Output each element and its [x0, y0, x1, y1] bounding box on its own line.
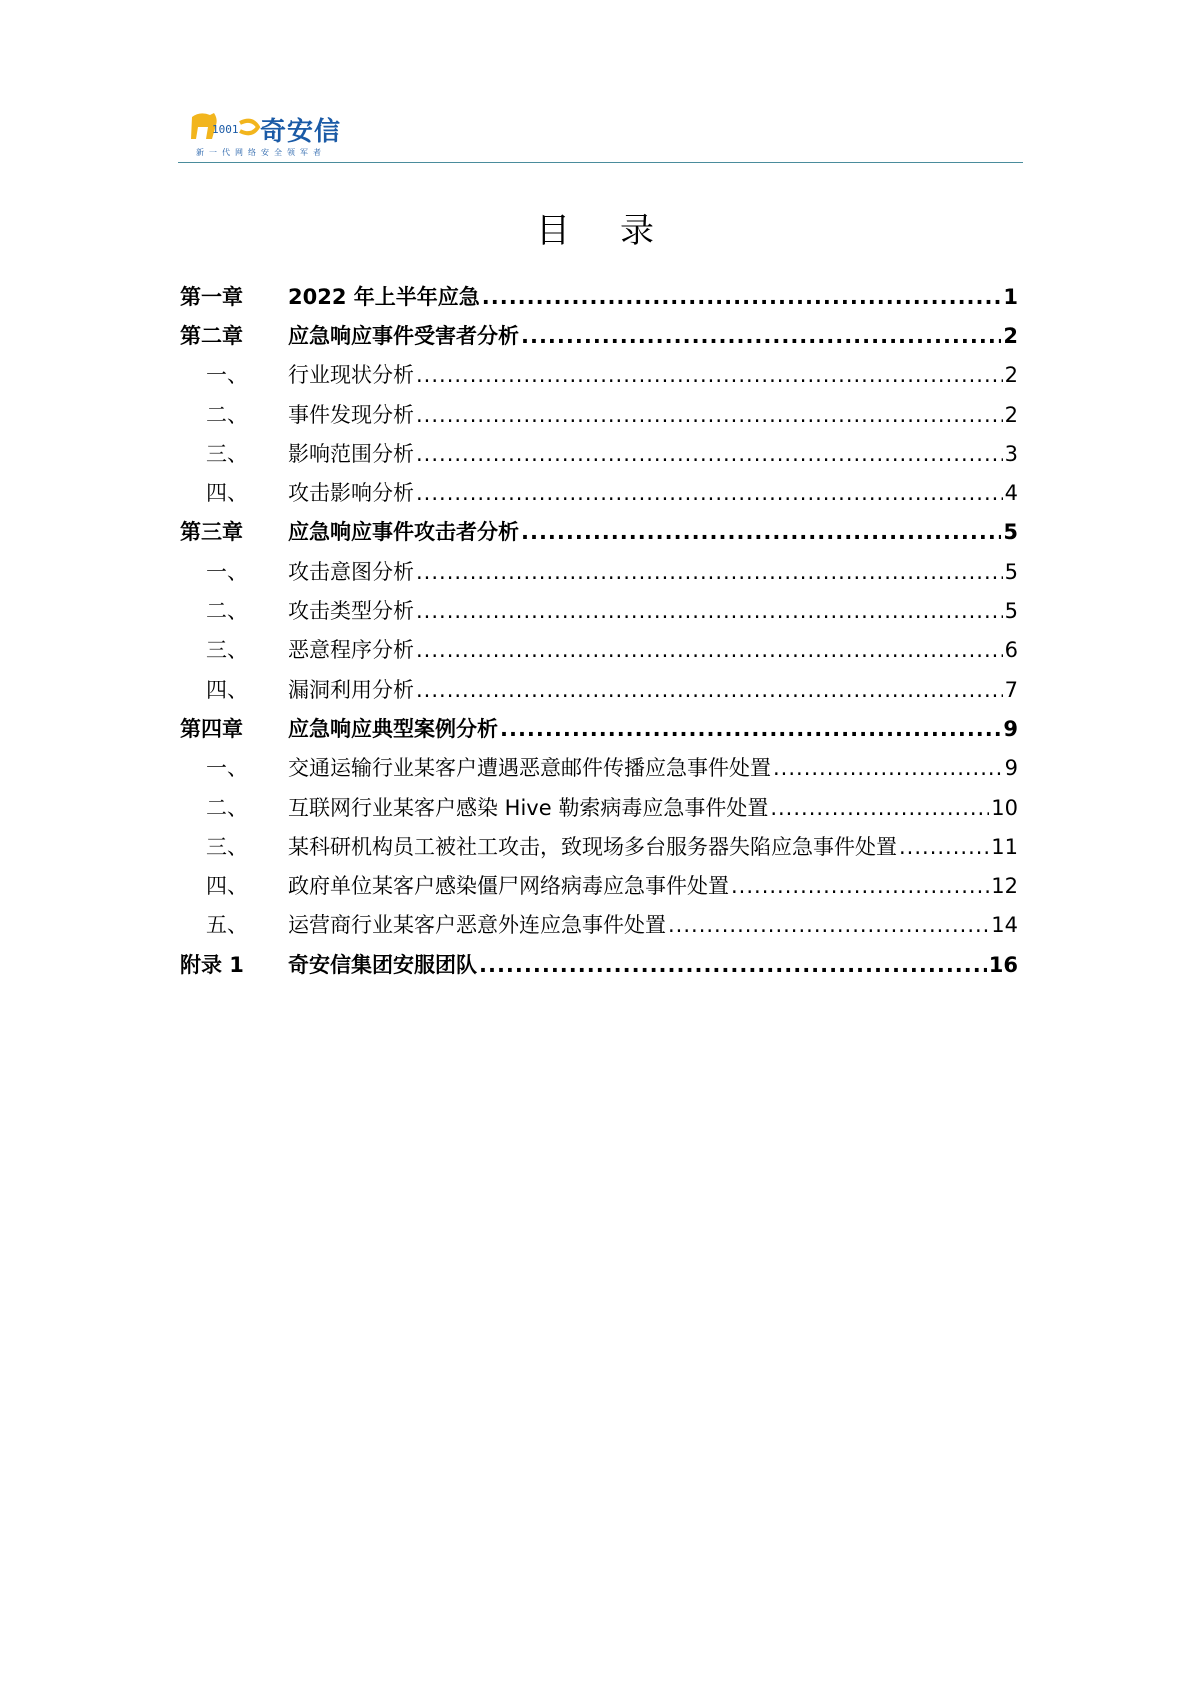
toc-entry-page: 2	[1003, 323, 1018, 348]
toc-entry[interactable]	[180, 865, 1018, 904]
toc-entry-number: 二、	[206, 599, 248, 624]
toc-dot-leader	[521, 324, 1001, 348]
toc-entry-page: 1	[1003, 284, 1018, 309]
toc-entry-number: 二、	[206, 795, 248, 820]
toc-dot-leader	[521, 520, 1001, 544]
toc-entry-page: 9	[1004, 756, 1018, 781]
toc-entry-page: 2	[1004, 402, 1018, 427]
toc-entry-title: 事件发现分析	[288, 402, 414, 427]
toc-entry-title: 漏洞利用分析	[288, 677, 414, 702]
toc-entry-number: 三、	[206, 834, 248, 859]
toc-dot-leader	[770, 796, 989, 820]
toc-entry-page: 14	[991, 913, 1018, 938]
toc-entry[interactable]	[180, 472, 1018, 511]
toc-entry-page: 10	[991, 795, 1018, 820]
toc-entry-page: 2	[1004, 363, 1018, 388]
toc-entry-title: 行业现状分析	[288, 363, 414, 388]
toc-entry-title: 奇安信集团安服团队	[288, 952, 477, 977]
toc-entry-title: 互联网行业某客户感染 Hive 勒索病毒应急事件处置	[288, 795, 769, 820]
svg-text:1001: 1001	[212, 123, 239, 136]
toc-dot-leader	[773, 756, 1003, 780]
toc-entry[interactable]	[180, 669, 1018, 708]
toc-entry-page: 12	[991, 874, 1018, 899]
toc-entry-title: 某科研机构员工被社工攻击，致现场多台服务器失陷应急事件处置	[288, 834, 897, 859]
toc-entry-title: 2022 年上半年应急	[288, 284, 480, 309]
page-header	[178, 105, 1023, 165]
toc-entry[interactable]	[180, 394, 1018, 433]
brand-slogan: 新一代网络安全领军者	[196, 148, 326, 157]
toc-entry-page: 5	[1004, 599, 1018, 624]
toc-entry-title: 恶意程序分析	[288, 638, 414, 663]
qianxin-logo-icon	[190, 109, 260, 145]
toc-entry-title: 攻击类型分析	[288, 599, 414, 624]
toc-entry-number: 三、	[206, 441, 248, 466]
toc-entry-number: 第一章	[180, 284, 243, 309]
toc-entry[interactable]	[180, 748, 1018, 787]
toc-entry[interactable]	[180, 512, 1018, 551]
toc-entry-title: 应急响应事件受害者分析	[288, 323, 519, 348]
toc-entry-title: 交通运输行业某客户遭遇恶意邮件传播应急事件处置	[288, 756, 771, 781]
toc-entry[interactable]	[180, 826, 1018, 865]
toc-entry-title: 攻击意图分析	[288, 559, 414, 584]
toc-entry-page: 4	[1004, 481, 1018, 506]
toc-entry-number: 四、	[206, 481, 248, 506]
table-of-contents	[180, 276, 1018, 983]
toc-entry-number: 第二章	[180, 323, 243, 348]
toc-entry-number: 附录 1	[180, 952, 244, 977]
toc-entry-number: 第四章	[180, 716, 243, 741]
toc-entry-title: 应急响应事件攻击者分析	[288, 520, 519, 545]
toc-dot-leader	[899, 835, 989, 859]
toc-entry[interactable]	[180, 590, 1018, 629]
toc-dot-leader	[416, 481, 1003, 505]
toc-entry[interactable]	[180, 276, 1018, 315]
toc-entry-number: 一、	[206, 559, 248, 584]
toc-entry-number: 四、	[206, 874, 248, 899]
toc-entry[interactable]	[180, 315, 1018, 354]
toc-dot-leader	[416, 638, 1003, 662]
toc-dot-leader	[668, 913, 989, 937]
toc-dot-leader	[416, 678, 1003, 702]
toc-dot-leader	[416, 560, 1003, 584]
toc-dot-leader	[500, 717, 1001, 741]
toc-entry[interactable]	[180, 355, 1018, 394]
toc-entry-page: 3	[1004, 441, 1018, 466]
toc-title: 目录	[536, 211, 704, 251]
toc-entry[interactable]	[180, 944, 1018, 983]
toc-dot-leader	[479, 953, 987, 977]
toc-entry[interactable]	[180, 905, 1018, 944]
toc-entry-title: 政府单位某客户感染僵尸网络病毒应急事件处置	[288, 874, 729, 899]
toc-entry-page: 11	[991, 834, 1018, 859]
toc-entry-page: 6	[1004, 638, 1018, 663]
toc-entry-number: 五、	[206, 913, 248, 938]
toc-dot-leader	[416, 403, 1003, 427]
toc-dot-leader	[731, 874, 989, 898]
toc-entry-number: 二、	[206, 402, 248, 427]
toc-entry-page: 9	[1003, 716, 1018, 741]
toc-entry-number: 四、	[206, 677, 248, 702]
toc-entry[interactable]	[180, 708, 1018, 747]
toc-dot-leader	[416, 363, 1003, 387]
toc-entry-page: 5	[1004, 559, 1018, 584]
toc-entry-title: 应急响应典型案例分析	[288, 716, 498, 741]
toc-entry-title: 攻击影响分析	[288, 481, 414, 506]
toc-dot-leader	[416, 442, 1003, 466]
toc-entry[interactable]	[180, 433, 1018, 472]
toc-entry-title: 影响范围分析	[288, 441, 414, 466]
toc-entry[interactable]	[180, 551, 1018, 590]
toc-entry-page: 16	[988, 952, 1018, 977]
toc-entry-number: 一、	[206, 363, 248, 388]
toc-entry-number: 三、	[206, 638, 248, 663]
toc-dot-leader	[482, 285, 1002, 309]
header-divider	[178, 162, 1023, 163]
toc-entry[interactable]	[180, 630, 1018, 669]
toc-entry[interactable]	[180, 787, 1018, 826]
toc-entry-number: 一、	[206, 756, 248, 781]
toc-entry-page: 7	[1004, 677, 1018, 702]
toc-dot-leader	[416, 599, 1003, 623]
toc-entry-page: 5	[1003, 520, 1018, 545]
toc-entry-title: 运营商行业某客户恶意外连应急事件处置	[288, 913, 666, 938]
brand-name: 奇安信	[260, 117, 342, 147]
toc-entry-number: 第三章	[180, 520, 243, 545]
